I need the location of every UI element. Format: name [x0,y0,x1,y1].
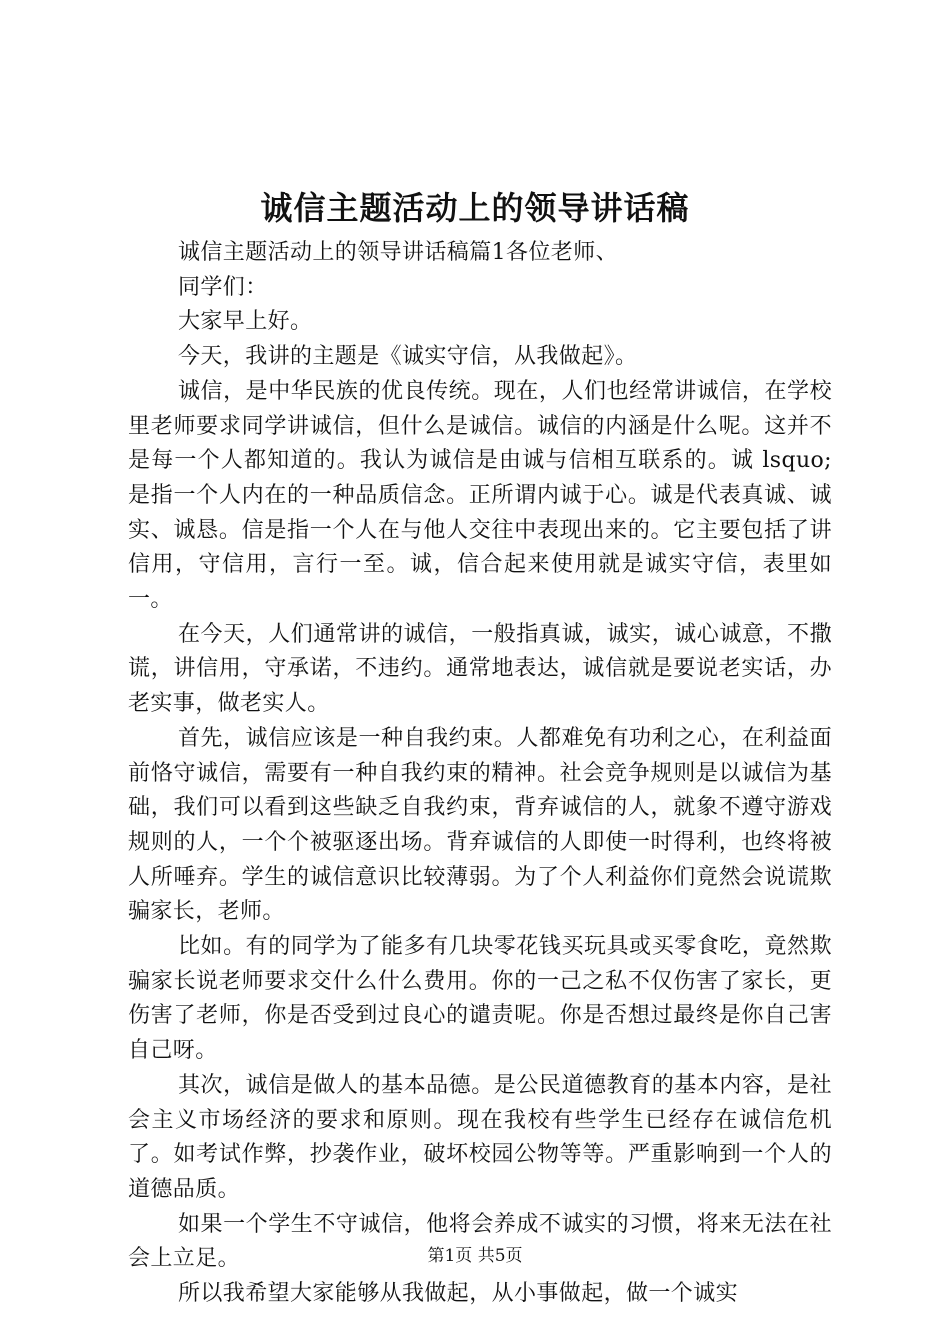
document-body [128,236,832,1312]
page-footer: 第1页 共5页 [427,1246,523,1266]
paragraph: 如果一个学生不守诚信，他将会养成不诚实的习惯，将来无法在社会上立足。 [128,1211,832,1272]
paragraph: 今天，我讲的主题是《诚实守信，从我做起》。 [178,344,638,370]
paragraph: 在今天，人们通常讲的诚信，一般指真诚，诚实，诚心诚意，不撒谎，讲信用，守承诺，不违约。通常地表达，诚信就是要说老实话，办老实事，做老实人。 [128,621,832,717]
paragraph: 比如。有的同学为了能多有几块零花钱买玩具或买零食吃，竟然欺骗家长说老师要求交什么什么费用。你的一己之私不仅伤害了家长，更伤害了老师，你是否受到过良心的谴责呢。你是否想过最终是你自己害自己呀。 [128,934,832,1064]
paragraph: 所以我希望大家能够从我做起，从小事做起，做一个诚实 [178,1281,739,1307]
paragraph: 诚信主题活动上的领导讲话稿篇1各位老师、 [178,240,618,265]
document-title: 诚信主题活动上的领导讲话稿 [260,189,690,227]
paragraph: 同学们： [178,274,268,300]
paragraph: 大家早上好。 [178,309,313,335]
paragraph: 首先，诚信应该是一种自我约束。人都难免有功利之心，在利益面前恪守诚信，需要有一种自我约束的精神。社会竞争规则是以诚信为基础，我们可以看到这些缺乏自我约束，背弃诚信的人，就象不遵守游戏规则的人，一个个被驱逐出场。背弃诚信的人即使一时得利，也终将被人所唾弃。学生的诚信意识比较薄弱。为了个人利益你们竟然会说谎欺骗家长，老师。 [128,725,832,925]
paragraph: 其次，诚信是做人的基本品德。是公民道德教育的基本内容，是社会主义市场经济的要求和原则。现在我校有些学生已经存在诚信危机了。如考试作弊，抄袭作业，破坏校园公物等等。严重影响到一个人的道德品质。 [128,1072,832,1202]
paragraph: 诚信，是中华民族的优良传统。现在，人们也经常讲诚信，在学校里老师要求同学讲诚信，但什么是诚信。诚信的内涵是什么呢。这并不是每一个人都知道的。我认为诚信是由诚与信相互联系的。诚 lsquo;是指一个人内在的一种品质信念。正所谓内诚于心。诚是代表真诚、诚实、诚恳。信是指一个人在与他人交往中表现出来的。它主要包括了讲信用，守信用，言行一至。诚，信合起来使用就是诚实守信，表里如一。 [128,378,832,613]
